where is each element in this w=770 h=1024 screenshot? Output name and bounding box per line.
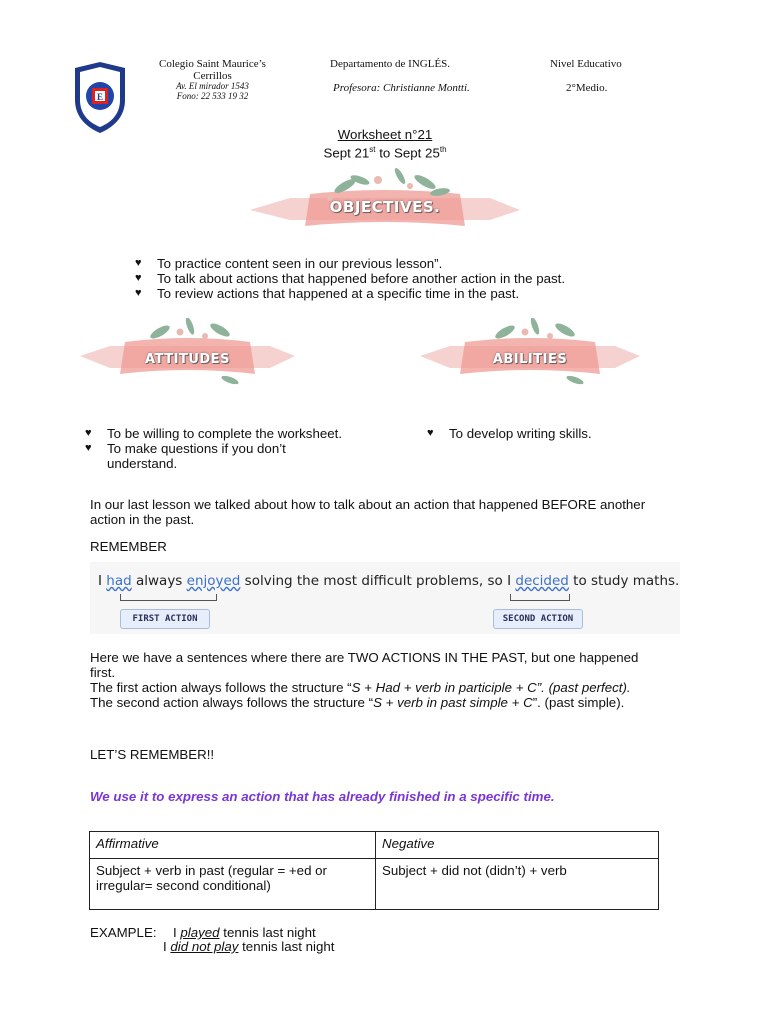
list-item: ♥ To talk about actions that happened before another action in the past. (135, 271, 566, 286)
attitudes-list (85, 426, 385, 471)
cell-affirmative: Subject + verb in past (regular = +ed or irregular= second conditional) (90, 859, 376, 910)
heart-icon: ♥ (85, 442, 92, 454)
svg-text:E: E (96, 92, 104, 102)
example-line-1: I played tennis last night (173, 925, 316, 940)
list-item: ♥ To make questions if you don’t understand. (85, 441, 286, 471)
remember-label: REMEMBER (90, 539, 167, 554)
heart-icon: ♥ (135, 272, 142, 284)
header-negative: Negative (376, 832, 659, 859)
list-item: ♥ To practice content seen in our previous lesson”. (135, 256, 443, 271)
first-action-bracket (120, 594, 217, 601)
cell-negative: Subject + did not (didn’t) + verb (376, 859, 659, 910)
second-action-tag: SECOND ACTION (493, 609, 583, 629)
worksheet-dates: Sept 21st to Sept 25th (323, 145, 447, 161)
level-label: Nivel Educativo (550, 58, 622, 70)
abilities-banner: ABILITIES (420, 318, 640, 396)
table-header-row (90, 832, 659, 859)
example-label: EXAMPLE: (90, 925, 157, 940)
teacher-label: Profesora: Christianne Montti. (333, 82, 470, 94)
school-name: Colegio Saint Maurice’s Cerrillos (159, 58, 266, 82)
heart-icon: ♥ (427, 427, 434, 439)
table-row (90, 859, 659, 910)
explanation (90, 650, 660, 710)
school-contact: Av. El mirador 1543 Fono: 22 533 19 32 (176, 81, 249, 101)
objectives-list (135, 256, 565, 301)
department-label: Departamento de INGLÉS. (330, 58, 451, 70)
header-affirmative: Affirmative (90, 832, 376, 859)
heart-icon: ♥ (85, 427, 92, 439)
explanation-p2: The first action always follows the structure “S + Had + verb in participle + C”. (past perfect). (90, 680, 631, 695)
past-simple-note: We use it to express an action that has already finished in a specific time. (90, 789, 555, 804)
objectives-banner: OBJECTIVES. (250, 168, 520, 248)
list-item: ♥ To review actions that happened at a specific time in the past. (135, 286, 520, 301)
grammar-table (89, 831, 659, 910)
first-action-tag: FIRST ACTION (120, 609, 210, 629)
heart-icon: ♥ (135, 257, 142, 269)
school-crest-icon (70, 60, 130, 135)
heart-icon: ♥ (135, 287, 142, 299)
example-sentence: I had always enjoyed solving the most difficult problems, so I decided to study maths. (98, 573, 680, 589)
second-action-bracket (510, 594, 570, 601)
abilities-list (427, 426, 592, 441)
explanation-p1: Here we have a sentences where there are TWO ACTIONS IN THE PAST, but one happened first. (90, 650, 639, 680)
intro-paragraph: In our last lesson we talked about how to talk about an action that happened BEFORE another action in the past. (90, 497, 646, 527)
worksheet-title: Worksheet n°21 Sept 21st to Sept 25th (0, 127, 770, 160)
example-sentence-box (90, 562, 680, 634)
attitudes-banner: ATTITUDES (80, 318, 295, 396)
example-line-2: I did not play tennis last night (163, 939, 335, 954)
list-item: ♥ To be willing to complete the worksheet. (85, 426, 343, 441)
lets-remember-label: LET’S REMEMBER!! (90, 747, 215, 762)
explanation-p3: The second action always follows the structure “S + verb in past simple + C”. (past simple). (90, 695, 625, 710)
list-item: ♥ To develop writing skills. (427, 426, 592, 441)
level-value: 2°Medio. (566, 82, 608, 94)
